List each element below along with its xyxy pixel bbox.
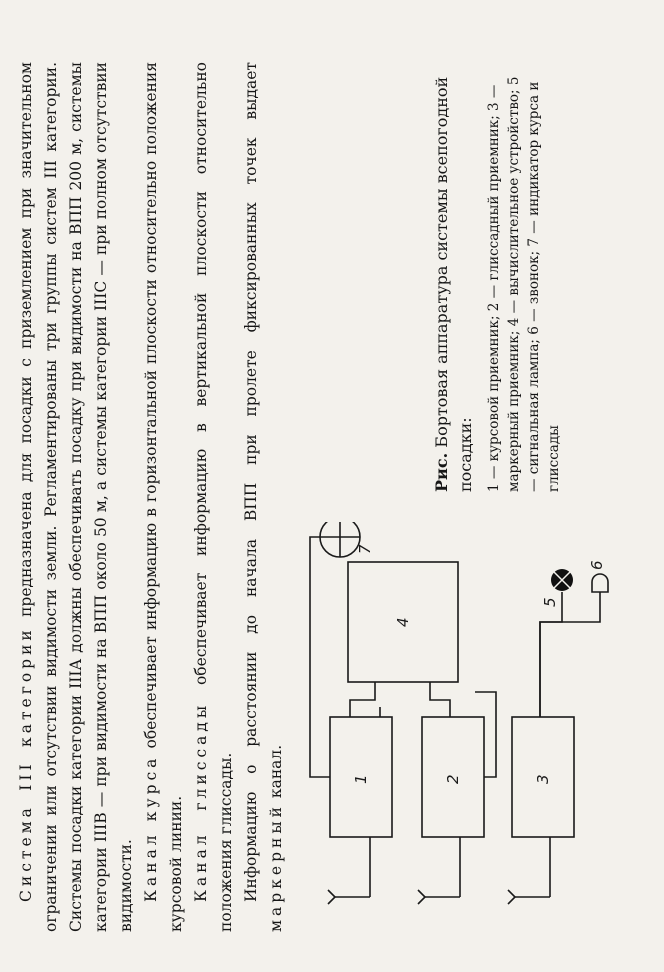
paragraph-4-text: Информацию о расстоянии до начала ВПП при пролете фиксированных точек выдает bbox=[242, 62, 260, 902]
antenna-icon-1 bbox=[328, 837, 370, 904]
caption-title bbox=[430, 62, 478, 492]
label-7: 7 bbox=[356, 544, 374, 554]
term-glide-channel: Канал глиссады bbox=[192, 701, 210, 902]
bell-icon bbox=[592, 574, 608, 592]
antenna-icon-3 bbox=[508, 837, 550, 904]
paragraph-1-text: предназначена для посадки с приземлением при значительном ограничении или отсутствии видимости земли. Регламентированы три группы систем III категории. Системы посадки категории IIIА должны обеспечивать посадку при видимости на ВПП 200 м, системы категории IIIВ — при видимости на ВПП около 50 м, а системы категории IIIС — при полном отсутствии видимости. bbox=[17, 62, 135, 932]
term-course-channel: Канал курса bbox=[142, 754, 160, 902]
paragraph-2-text: обеспечивает информацию в горизонтальной плоскости относительно положения курсовой линии. bbox=[142, 61, 185, 932]
caption-title-text: Бортовая аппаратура системы всепогодной посадки: bbox=[432, 76, 475, 492]
caption-legend: 1 — курсовой приемник; 2 — глиссадный приемник; 3 — маркерный приемник; 4 — вычислительное устройство; 5 — сигнальная лампа; 6 — звонок; 7 — индикатор курса и глиссады bbox=[486, 76, 562, 492]
signal-lamp-icon bbox=[551, 569, 573, 591]
paragraph-2 bbox=[139, 62, 189, 932]
label-1: 1 bbox=[352, 774, 370, 784]
block-diagram bbox=[300, 522, 620, 922]
label-6: 6 bbox=[588, 560, 606, 570]
paragraph-4-end: канал. bbox=[267, 744, 285, 803]
antenna-icon-2 bbox=[418, 837, 460, 904]
label-4: 4 bbox=[394, 617, 412, 627]
paragraph-3 bbox=[189, 62, 239, 932]
indicator-icon bbox=[320, 522, 360, 557]
figure-label: Рис. bbox=[432, 452, 451, 492]
paragraph-3-text: обеспечивает информацию в вертикальной плоскости относительно положения глиссады. bbox=[192, 62, 235, 932]
paragraph-1 bbox=[14, 62, 139, 932]
label-5: 5 bbox=[541, 597, 559, 607]
term-category-iii: Система III категории bbox=[17, 626, 35, 902]
paragraph-4 bbox=[239, 62, 289, 932]
label-3: 3 bbox=[534, 774, 552, 784]
figure-caption bbox=[430, 62, 564, 492]
label-2: 2 bbox=[444, 774, 462, 784]
term-marker: маркерный bbox=[267, 803, 285, 932]
body-text bbox=[14, 62, 289, 932]
